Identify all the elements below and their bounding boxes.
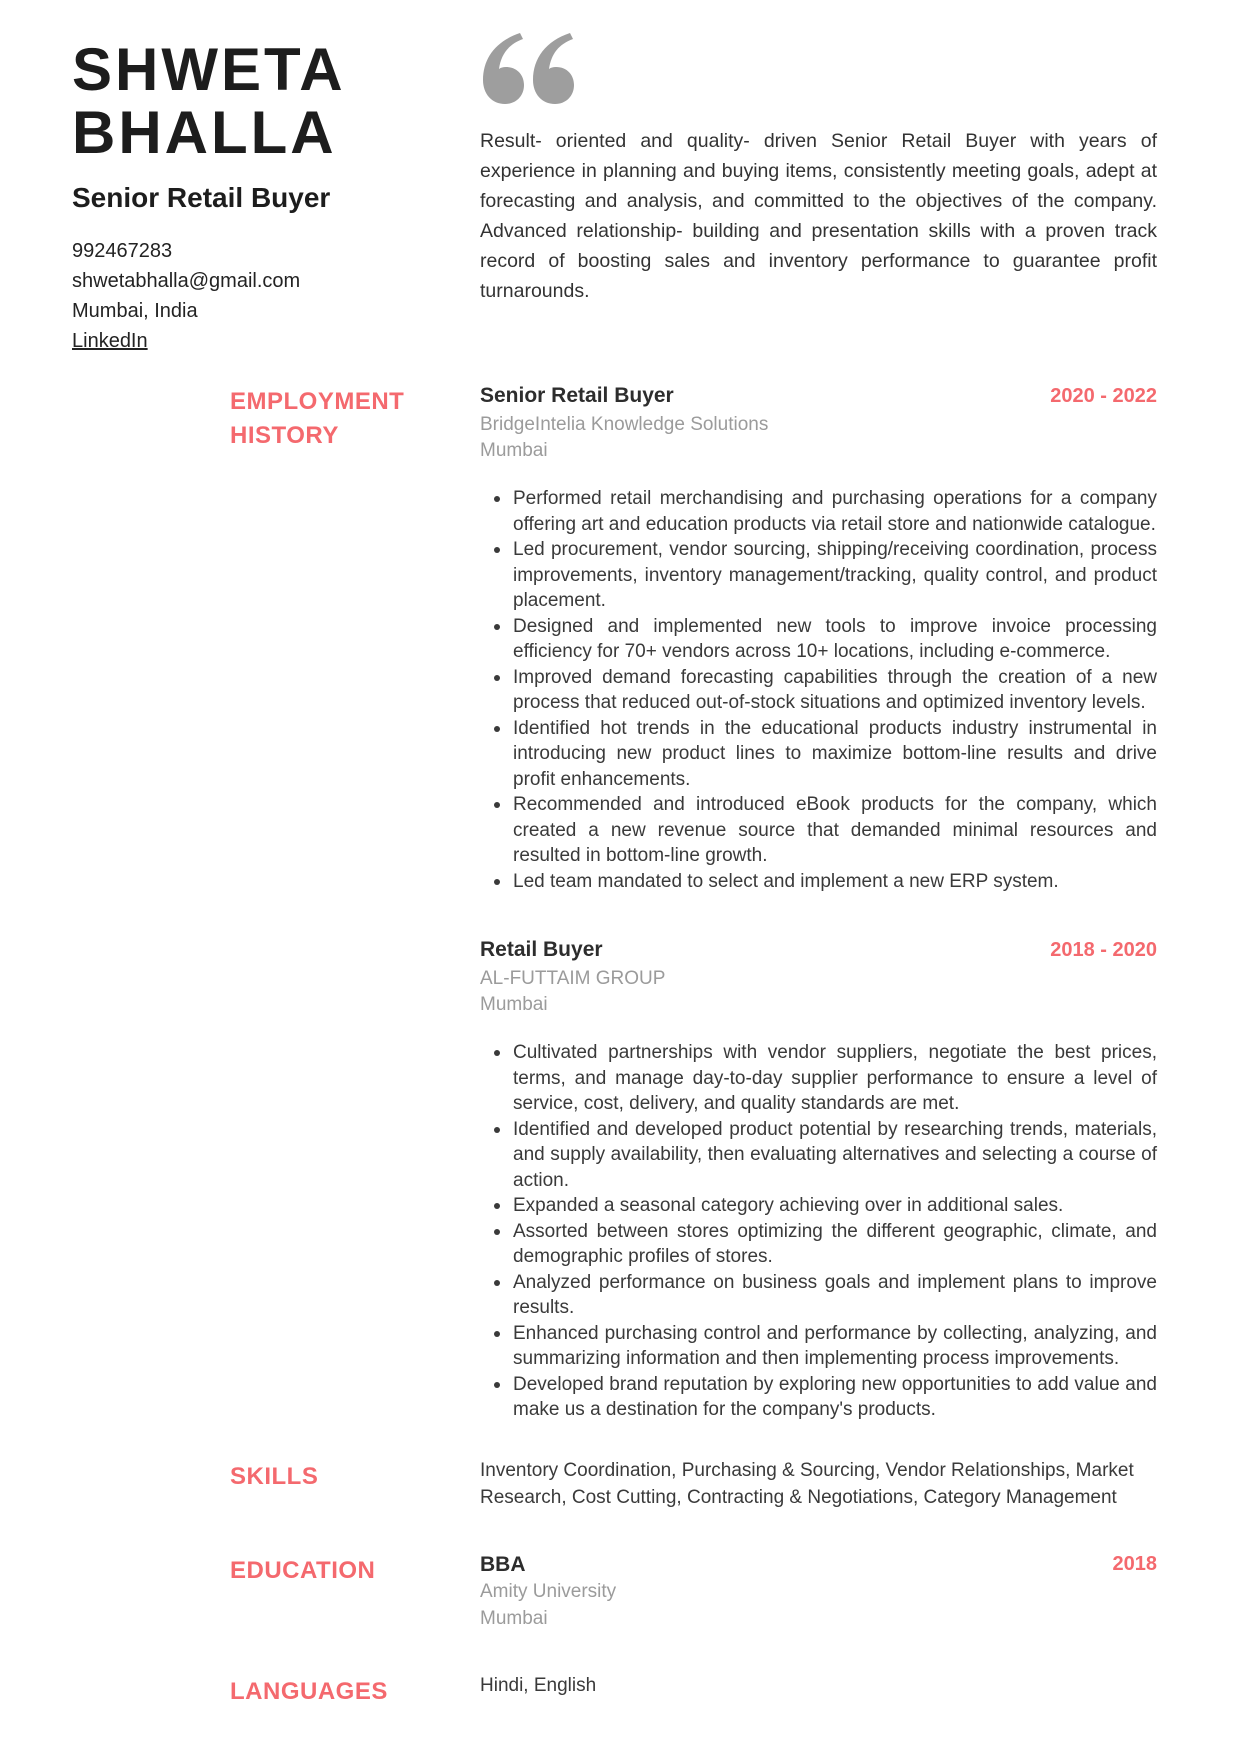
job-company: BridgeIntelia Knowledge Solutions (480, 414, 769, 435)
skills-heading-cell (72, 1457, 480, 1494)
job-bullet-list (480, 486, 1157, 894)
job-entry-retail-buyer (480, 936, 1157, 1423)
languages-heading: LANGUAGES (230, 1677, 388, 1705)
bullet-item: Cultivated partnerships with vendor suppliers, negotiate the best prices, terms, and manage day-to-day supplier performance to ensure a level of service, cost, delivery, and quality standards are met. (480, 1040, 1157, 1117)
employment-heading-cell (72, 382, 480, 453)
job-dates: 2018 - 2020 (1050, 939, 1157, 961)
languages-body (480, 1672, 1157, 1699)
job-title: Retail Buyer (480, 938, 603, 961)
bullet-item: Developed brand reputation by exploring new opportunities to add value and make us a destination for the company's products. (480, 1372, 1157, 1423)
job-location: Mumbai (480, 994, 548, 1015)
section-employment-history (72, 382, 1157, 1423)
quote-icon (480, 32, 576, 104)
linkedin-link[interactable]: LinkedIn (72, 330, 148, 352)
skills-body (480, 1457, 1157, 1511)
bullet-item: Identified and developed product potential by researching trends, materials, and supply availability, then evaluating alternatives and selecting a course of action. (480, 1117, 1157, 1194)
education-titles (480, 1551, 1113, 1632)
languages-heading-cell (72, 1672, 480, 1709)
candidate-job-title: Senior Retail Buyer (72, 182, 331, 213)
bullet-item: Identified hot trends in the educational products industry instrumental in introducing new product lines to maximize bottom-line results and drive profit enhancements. (480, 716, 1157, 793)
bullet-item: Performed retail merchandising and purchasing operations for a company offering art and education products via retail store and nationwide catalogue. (480, 486, 1157, 537)
education-body (480, 1551, 1157, 1632)
education-location: Mumbai (480, 1607, 548, 1629)
education-degree: BBA (480, 1552, 526, 1576)
bullet-item: Analyzed performance on business goals and implement plans to improve results. (480, 1270, 1157, 1321)
languages-text: Hindi, English (480, 1674, 597, 1696)
summary-text: Result- oriented and quality- driven Senior Retail Buyer with years of experience in planning and buying items, consistently meeting goals, adept at forecasting and analysis, and committed to the objectives of the company. Advanced relationship- building and presentation skills with a proven track record of boosting sales and inventory performance to guarantee profit turnarounds. (480, 130, 1157, 302)
job-head (480, 382, 1157, 464)
section-education (72, 1551, 1157, 1632)
contact-location: Mumbai, India (72, 300, 198, 322)
bullet-item: Enhanced purchasing control and performance by collecting, analyzing, and summarizing information and then implementing process improvements. (480, 1321, 1157, 1372)
employment-heading: EMPLOYMENT HISTORY (230, 388, 405, 449)
bullet-item: Improved demand forecasting capabilities through the creation of a new process that reduced out-of-stock situations and optimized inventory levels. (480, 665, 1157, 716)
education-entry (480, 1551, 1157, 1632)
identity-block (72, 30, 480, 356)
education-heading: EDUCATION (230, 1556, 376, 1584)
skills-text: Inventory Coordination, Purchasing & Sourcing, Vendor Relationships, Market Research, Cost Cutting, Contracting & Negotiations, Category Management (480, 1459, 1134, 1508)
education-heading-cell (72, 1551, 480, 1588)
skills-heading: SKILLS (230, 1462, 319, 1490)
job-bullet-list (480, 1040, 1157, 1423)
contact-phone: 992467283 (72, 240, 173, 262)
employment-body (480, 382, 1157, 1423)
job-location: Mumbai (480, 440, 548, 461)
job-title: Senior Retail Buyer (480, 384, 674, 407)
bullet-item: Expanded a seasonal category achieving over in additional sales. (480, 1193, 1157, 1219)
bullet-item: Assorted between stores optimizing the different geographic, climate, and demographic profiles of stores. (480, 1219, 1157, 1270)
summary-block (480, 30, 1157, 306)
job-dates: 2020 - 2022 (1050, 385, 1157, 407)
contact-email: shwetabhalla@gmail.com (72, 270, 301, 292)
section-skills (72, 1457, 1157, 1511)
contact-block (72, 236, 480, 356)
job-titles (480, 382, 1050, 464)
bullet-item: Designed and implemented new tools to improve invoice processing efficiency for 70+ vendors across 10+ locations, including e-commerce. (480, 614, 1157, 665)
section-languages (72, 1672, 1157, 1709)
education-dates: 2018 (1112, 1552, 1157, 1575)
job-titles (480, 936, 1050, 1018)
bullet-item: Recommended and introduced eBook products for the company, which created a new revenue source that demanded minimal resources and resulted in bottom-line growth. (480, 792, 1157, 869)
job-entry-senior-retail-buyer (480, 382, 1157, 894)
bullet-item: Led team mandated to select and implement a new ERP system. (480, 869, 1157, 895)
job-head (480, 936, 1157, 1018)
candidate-name: SHWETA BHALLA (72, 36, 344, 166)
resume-header (72, 30, 1157, 356)
job-company: AL-FUTTAIM GROUP (480, 968, 666, 989)
education-school: Amity University (480, 1580, 617, 1602)
bullet-item: Led procurement, vendor sourcing, shipping/receiving coordination, process improvements, inventory management/tracking, quality control, and product placement. (480, 537, 1157, 614)
